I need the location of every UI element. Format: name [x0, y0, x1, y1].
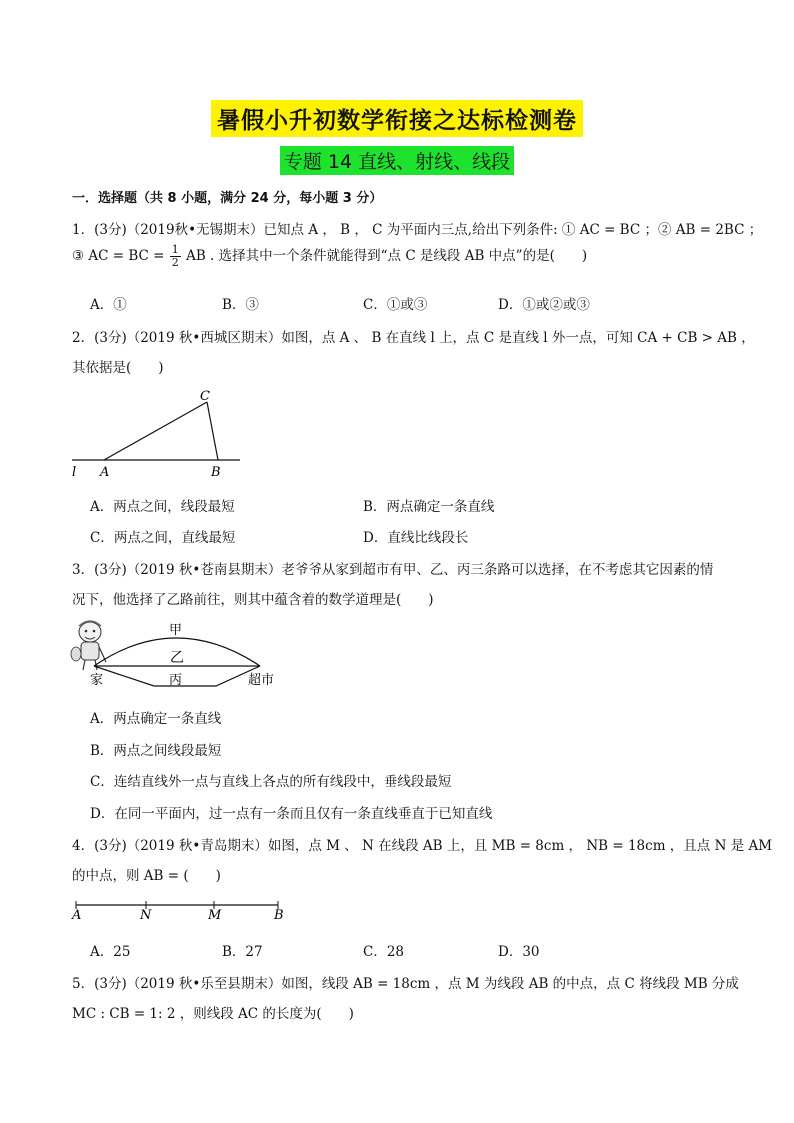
- q3-figure: [66, 614, 296, 694]
- q1-line2: [72, 244, 587, 269]
- q2-label-l: l: [72, 465, 77, 480]
- q3-option-c[interactable]: C．连结直线外一点与直线上各点的所有线段中，垂线段最短: [90, 774, 452, 790]
- q3-label-bing: 丙: [169, 673, 183, 688]
- q3-option-b[interactable]: B．两点之间线段最短: [90, 743, 222, 759]
- q4-label-a: A: [72, 908, 82, 923]
- q3-label-home: 家: [90, 673, 104, 688]
- q2-option-b[interactable]: B．两点确定一条直线: [363, 499, 495, 515]
- q1-option-b[interactable]: B．③: [222, 297, 259, 313]
- q4-option-d[interactable]: D．30: [498, 944, 540, 960]
- q1-option-a[interactable]: A．①: [90, 297, 127, 313]
- q2-segment-ac: [104, 402, 207, 460]
- q5-line2: MC : CB = 1: 2 ，则线段 AC 的长度为( ): [72, 1006, 354, 1022]
- q5-line1: 5．(3分)（2019 秋•乐至县期末）如图，线段 AB = 18cm ，点 M 为线段 AB 的中点，点 C 将线段 MB 分成: [72, 976, 739, 992]
- q3-option-d[interactable]: D．在同一平面内，过一点有一条而且仅有一条直线垂直于已知直线: [90, 806, 493, 822]
- grandpa-icon: [71, 621, 106, 670]
- q2-option-c[interactable]: C．两点之间，直线最短: [90, 530, 236, 546]
- q2-label-b: B: [211, 465, 221, 480]
- q4-option-b[interactable]: B．27: [222, 944, 263, 960]
- q1-option-c[interactable]: C．①或③: [363, 297, 428, 313]
- q2-segment-cb: [207, 402, 218, 460]
- q1-fraction: [170, 244, 181, 269]
- q1-line1: 1．(3分)（2019秋•无锡期末）已知点 A ， B ， C 为平面内三点,给出下列条件: ① AC = BC ；② AB = 2BC ；: [72, 222, 763, 238]
- q2-label-a: A: [100, 465, 110, 480]
- q1-frac-den: 2: [171, 256, 179, 269]
- q4-label-m: M: [208, 908, 222, 923]
- q4-label-n: N: [140, 908, 152, 923]
- q2-option-a[interactable]: A．两点之间，线段最短: [90, 499, 235, 515]
- subtitle-wrap: [0, 146, 794, 175]
- q1-frac-num: 1: [171, 243, 179, 256]
- page-subtitle: 专题 14 直线、射线、线段: [280, 146, 514, 175]
- q4-line1: 4．(3分)（2019 秋•青岛期末）如图，点 M 、 N 在线段 AB 上，且 MB = 8cm ， NB = 18cm ，且点 N 是 AM: [72, 838, 773, 854]
- q1-line2-post: AB . 选择其中一个条件就能得到“点 C 是线段 AB 中点”的是( ): [186, 248, 588, 264]
- q3-label-market: 超市: [248, 673, 275, 688]
- q1-option-d[interactable]: D．①或②或③: [498, 297, 590, 313]
- title-wrap: [0, 100, 794, 137]
- q4-option-c[interactable]: C．28: [363, 944, 405, 960]
- q3-line1: 3．(3分)（2019 秋•苍南县期末）老爷爷从家到超市有甲、乙、丙三条路可以选择，在不考虑其它因素的情: [72, 562, 714, 578]
- section-title: 一．选择题（共 8 小题，满分 24 分，每小题 3 分）: [72, 191, 383, 206]
- q2-line1: 2．(3分)（2019 秋•西城区期末）如图，点 A 、 B 在直线 l 上，点 C 是直线 l 外一点，可知 CA + CB > AB ，: [72, 330, 755, 346]
- q3-label-yi: 乙: [170, 650, 184, 666]
- page-title: 暑假小升初数学衔接之达标检测卷: [211, 100, 583, 137]
- q2-label-c: C: [200, 389, 210, 404]
- q2-line2: 其依据是( ): [72, 360, 164, 376]
- q3-label-jia: 甲: [169, 623, 183, 638]
- q2-figure: [60, 380, 260, 480]
- q3-option-a[interactable]: A．两点确定一条直线: [90, 711, 222, 727]
- q2-option-d[interactable]: D．直线比线段长: [363, 530, 469, 546]
- q4-option-a[interactable]: A．25: [90, 944, 131, 960]
- q4-line2: 的中点，则 AB = ( ): [72, 868, 221, 884]
- q1-line2-pre: ③ AC = BC =: [72, 248, 165, 264]
- q3-line2: 况下，他选择了乙路前往，则其中蕴含着的数学道理是( ): [72, 592, 434, 608]
- q4-figure: [66, 893, 296, 929]
- q4-label-b: B: [274, 908, 284, 923]
